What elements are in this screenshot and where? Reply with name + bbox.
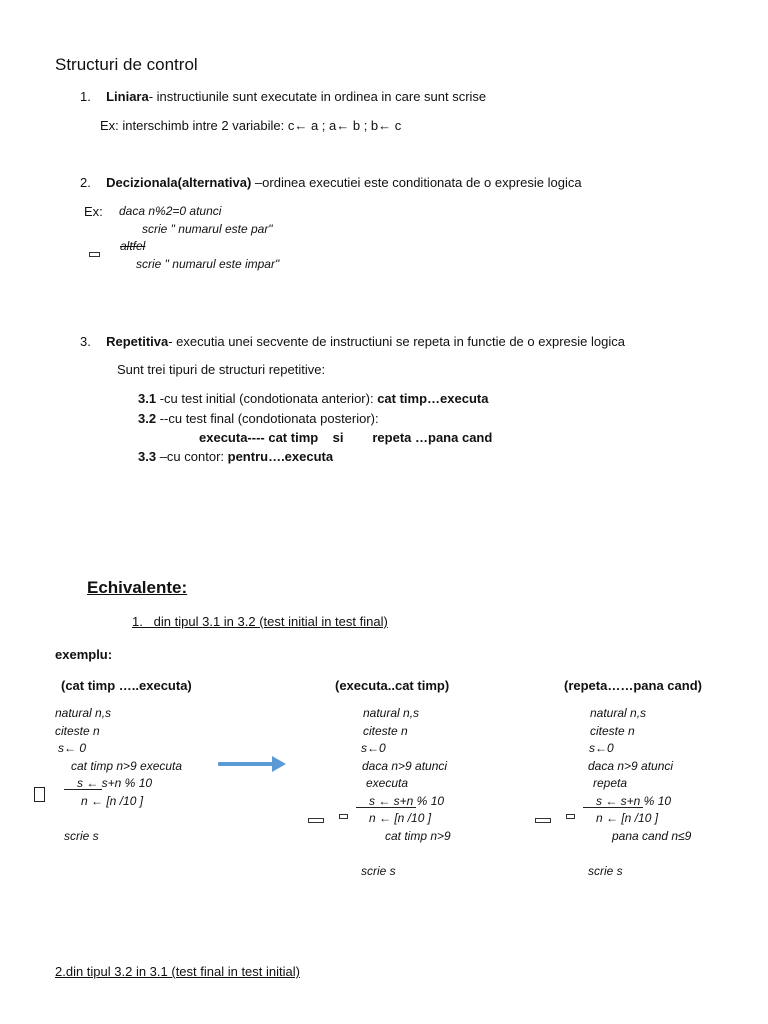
section-1-text: - instructiunile sunt executate in ordinea in care sunt scrise (148, 89, 487, 104)
code-line: citeste n (590, 724, 635, 738)
section-1-example: Ex: interschimb intre 2 variabile: c← a ; a← b ; b← c (100, 118, 402, 133)
item-3-2-keywords: executa---- cat timp si repeta …pana cand (199, 430, 493, 445)
section-2-heading (80, 175, 582, 190)
page-title: Structuri de control (55, 55, 198, 74)
code-line: s←0 (589, 741, 614, 755)
code-line: executa (366, 776, 409, 790)
code-line: n ← [n /10 ] (81, 794, 144, 808)
section-2-number: 2. (80, 175, 91, 190)
arrow-shaft (218, 762, 274, 766)
section-3-title: Repetitiva (106, 334, 169, 349)
item-number: 3.2 (138, 411, 157, 426)
code-line: s←0 (361, 741, 386, 755)
code-line: scrie " numarul este impar" (136, 257, 280, 271)
column-3-title: (repeta……pana cand) (564, 678, 702, 693)
edit-line (356, 807, 416, 808)
code-line: altfel (120, 239, 146, 253)
code-line: natural n,s (55, 706, 112, 720)
code-line: scrie s (361, 864, 396, 878)
item-keyword: cat timp…executa (377, 391, 489, 406)
item-number: 3.3 (138, 449, 157, 464)
item-text: –cu contor: (156, 449, 228, 464)
code-line: n ← [n /10 ] (369, 811, 432, 825)
subsection-2-title: 2.din tipul 3.2 in 3.1 (test final in test initial) (55, 964, 300, 979)
section-2-title: Decizionala(alternativa) (106, 175, 252, 190)
code-line: citeste n (55, 724, 100, 738)
exemplu-label: exemplu: (55, 647, 113, 662)
section-3-heading (80, 334, 625, 349)
edit-marker (566, 814, 575, 819)
code-line: natural n,s (363, 706, 420, 720)
item-3-3 (138, 449, 333, 464)
code-line: scrie s (64, 829, 99, 843)
column-1-title: (cat timp …..executa) (61, 678, 192, 693)
right-arrow-icon (272, 756, 286, 772)
code-line: scrie " numarul este par" (142, 222, 273, 236)
code-line: repeta (593, 776, 628, 790)
section-1-title: Liniara (106, 89, 149, 104)
edit-marker (308, 818, 324, 823)
missing-glyph-box (34, 787, 45, 802)
code-line: daca n%2=0 atunci (119, 204, 222, 218)
section-2-example-label: Ex: (84, 204, 103, 219)
section-1-heading (80, 89, 486, 104)
echivalente-title: Echivalente: (87, 578, 188, 597)
code-line: cat timp n>9 (385, 829, 451, 843)
edit-marker (339, 814, 348, 819)
code-line: s← 0 (58, 741, 87, 755)
section-3-text: - executia unei secvente de instructiuni se repeta in functie de o expresie logica (168, 334, 625, 349)
code-line: daca n>9 atunci (362, 759, 448, 773)
item-number: 3.1 (138, 391, 157, 406)
section-3-number: 3. (80, 334, 91, 349)
echivalente-heading (55, 578, 187, 598)
edit-marker (535, 818, 551, 823)
item-text: --cu test final (condotionata posterior): (156, 411, 379, 426)
item-text: -cu test initial (condotionata anterior): (156, 391, 378, 406)
code-line: cat timp n>9 executa (71, 759, 183, 773)
section-2-text: –ordinea executiei este conditionata de o expresie logica (251, 175, 582, 190)
code-line: scrie s (588, 864, 623, 878)
code-line: daca n>9 atunci (588, 759, 674, 773)
code-line: s ← s+n % 10 (596, 794, 672, 808)
edit-line (583, 807, 643, 808)
subsection-1-title: 1. din tipul 3.1 in 3.2 (test initial in test final) (132, 614, 388, 629)
item-keyword: pentru….executa (227, 449, 334, 464)
section-1-number: 1. (80, 89, 91, 104)
item-3-1 (138, 391, 488, 406)
section-3-intro: Sunt trei tipuri de structuri repetitive: (117, 362, 326, 377)
edit-marker (89, 252, 100, 257)
code-line: natural n,s (590, 706, 647, 720)
edit-line (64, 789, 102, 790)
code-line: citeste n (363, 724, 408, 738)
item-3-2 (138, 411, 379, 426)
code-line: s ← s+n % 10 (77, 776, 153, 790)
column-2-title: (executa..cat timp) (335, 678, 450, 693)
code-line: pana cand n≤9 (612, 829, 692, 843)
code-line: n ← [n /10 ] (596, 811, 659, 825)
code-line: s ← s+n % 10 (369, 794, 445, 808)
